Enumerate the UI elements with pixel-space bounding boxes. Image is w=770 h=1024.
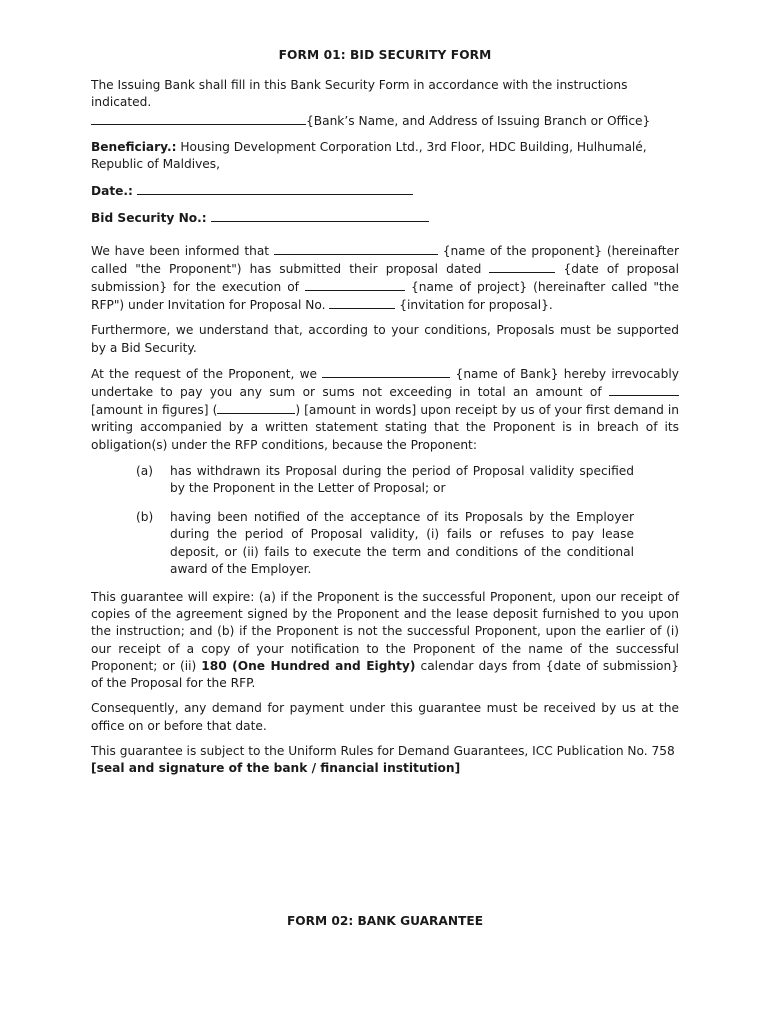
- expiry-days-bold: 180 (One Hundred and Eighty): [201, 658, 416, 673]
- date-label: Date.:: [91, 184, 133, 199]
- date-blank: [137, 182, 413, 195]
- seal-signature-line: [seal and signature of the bank / financial institution]: [91, 760, 461, 775]
- bank-name-line: [91, 112, 679, 130]
- date-line: [91, 182, 679, 200]
- request-text-3: [amount in figures] (: [91, 403, 218, 418]
- form-title: FORM 01: BID SECURITY FORM: [278, 48, 492, 62]
- request-paragraph: [91, 365, 679, 454]
- expiry-text-1: This guarantee will expire: (a) if the Proponent is the successful Proponent, upon our receipt of copies of the agreement signed by the Proponent and the lease deposit furnished to you upon the instruction; and (b) if the Proponent is not the successful Proponent, upon the earlier of (i) our receipt of a copy of your notification to the Proponent of the name of the successful Proponent; or (ii): [91, 590, 679, 673]
- request-text-1: At the request of the Proponent, we: [91, 366, 323, 381]
- informed-text-5: {invitation for proposal}.: [395, 298, 553, 313]
- informed-text-3: {date of proposal submission} for the execution of: [91, 261, 679, 295]
- list-item: [91, 509, 634, 578]
- bid-security-form: [91, 47, 679, 777]
- consequently-paragraph: Consequently, any demand for payment under this guarantee must be received by us at the office on or before that date.: [91, 701, 679, 733]
- furthermore-paragraph: Furthermore, we understand that, according to your conditions, Proposals must be supported by a Bid Security.: [91, 323, 679, 355]
- expiry-paragraph: [91, 589, 679, 692]
- condition-text: having been notified of the acceptance of its Proposals by the Employer during the period of Proposal validity, (i) fails or refuses to pay lease deposit, or (ii) fails to execute the term and conditions of the conditional award of the Employer.: [170, 510, 634, 576]
- proponent-name-blank: [274, 242, 438, 255]
- amount-figures-blank: [609, 383, 679, 396]
- conditions-list: [91, 463, 679, 578]
- bid-security-line: [91, 209, 679, 227]
- request-text-4: ) [amount in words] upon receipt by us of your first demand in writing accompanied by a written statement stating that the Proponent is in breach of its obligation(s) under the RFP conditions, because the Proponent:: [91, 403, 680, 452]
- bank-name-inline-blank: [322, 365, 450, 378]
- intro-paragraph: The Issuing Bank shall fill in this Bank Security Form in accordance with the instructions indicated.: [91, 78, 628, 110]
- list-item: [91, 463, 634, 497]
- condition-label: (a): [136, 463, 153, 478]
- project-name-blank: [305, 278, 405, 291]
- informed-paragraph: [91, 242, 679, 315]
- amount-words-blank: [217, 401, 295, 414]
- condition-label: (b): [136, 510, 154, 525]
- beneficiary-label: Beneficiary.:: [91, 139, 177, 154]
- invitation-number-blank: [329, 296, 395, 309]
- form-2-title: FORM 02: BANK GUARANTEE: [286, 914, 484, 928]
- request-text-2: {name of Bank} hereby irrevocably undertake to pay you any sum or sums not exceeding in total an amount of: [91, 366, 679, 400]
- bid-security-label: Bid Security No.:: [91, 211, 207, 226]
- icc-paragraph: This guarantee is subject to the Uniform Rules for Demand Guarantees, ICC Publication No. 758: [91, 743, 675, 758]
- beneficiary-value: Housing Development Corporation Ltd., 3rd Floor, HDC Building, Hulhumalé, Republic of Maldives,: [91, 139, 647, 172]
- expiry-text-2: calendar days from {date of submission} of the Proposal for the RFP.: [91, 658, 679, 691]
- informed-text-2: {name of the proponent} (hereinafter called "the Proponent") has submitted their proposal dated: [91, 243, 679, 276]
- informed-text-4: {name of project} (hereinafter called "the RFP") under Invitation for Proposal No.: [91, 280, 679, 313]
- proposal-date-blank: [489, 260, 555, 273]
- informed-text-1: We have been informed that: [91, 243, 274, 258]
- bank-name-blank: [91, 112, 306, 125]
- beneficiary-line: [91, 139, 679, 173]
- bank-name-hint: {Bank’s Name, and Address of Issuing Branch or Office}: [306, 113, 651, 128]
- bid-security-blank: [211, 209, 429, 222]
- condition-text: has withdrawn its Proposal during the period of Proposal validity specified by the Proponent in the Letter of Proposal; or: [170, 463, 634, 496]
